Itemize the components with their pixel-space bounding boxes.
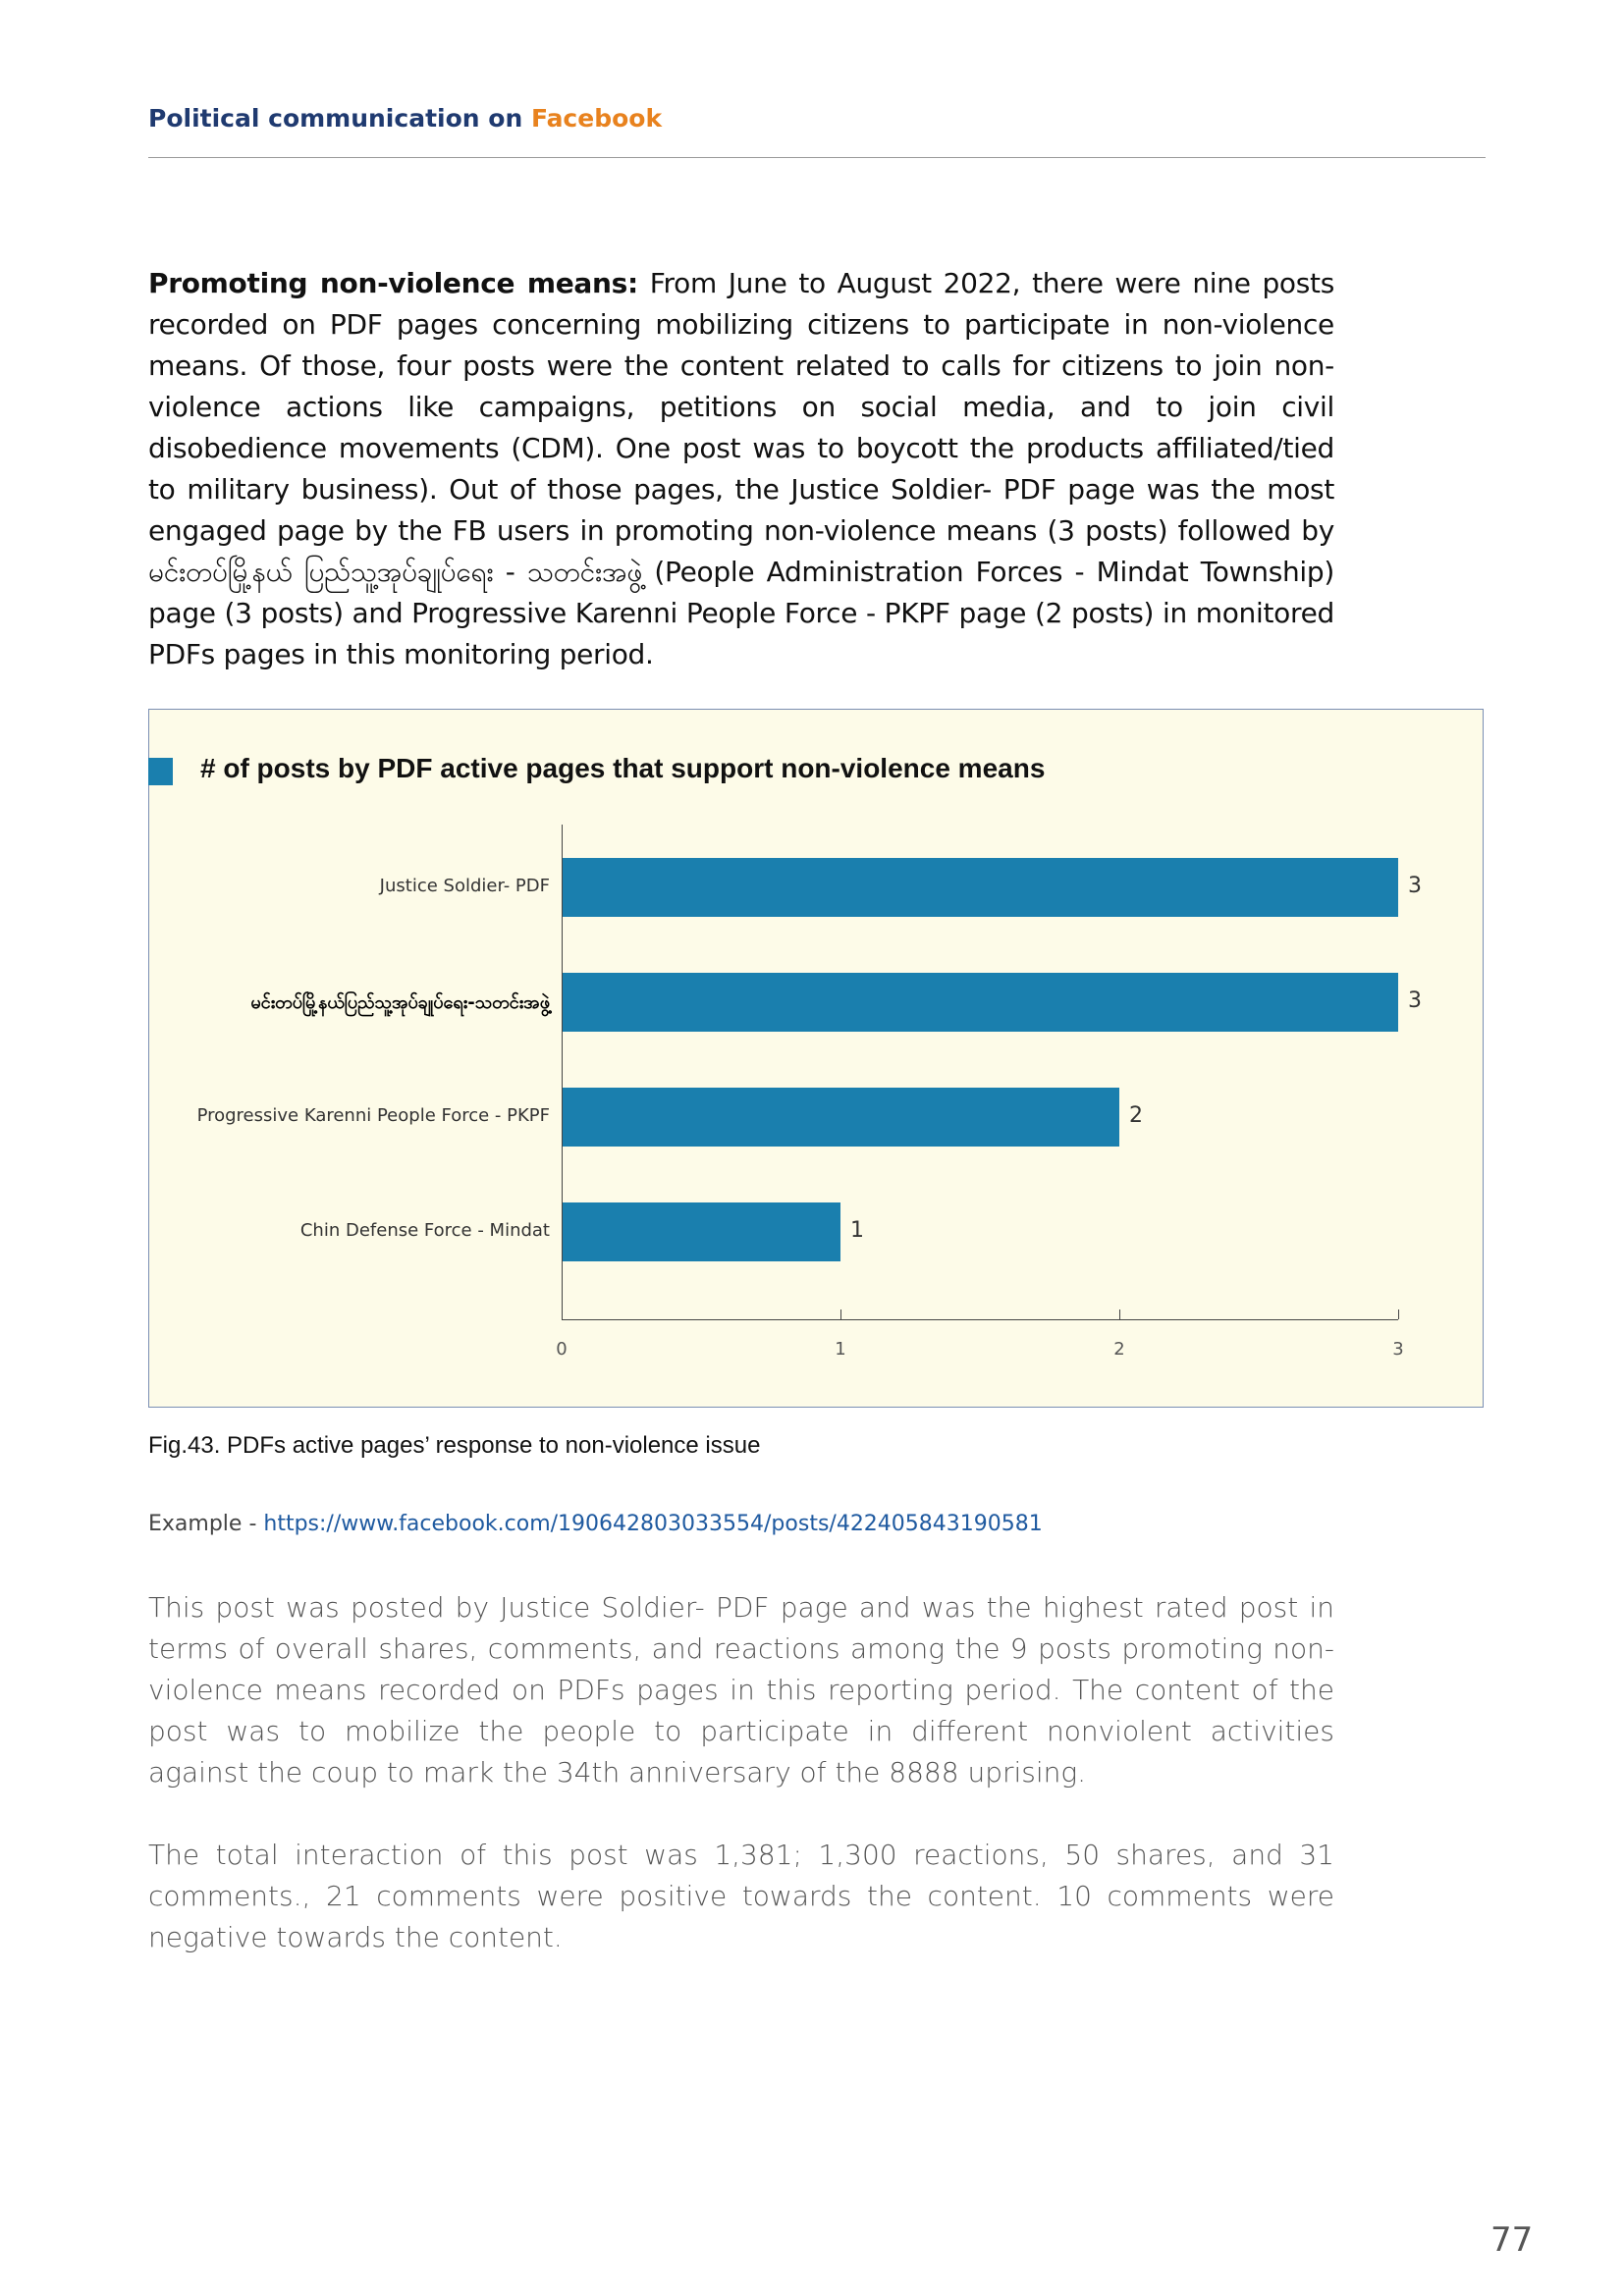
chart-x-axis <box>562 1319 1398 1320</box>
page-number: 77 <box>1490 2220 1534 2260</box>
category-label: မင်းတပ်မြို့နယ်ပြည်သူ့အုပ်ချုပ်ရေး-သတင်းအဖွဲ့ <box>250 992 550 1013</box>
category-label: Chin Defense Force - Mindat <box>299 1220 550 1241</box>
x-axis-tick <box>1398 1309 1399 1319</box>
chart-panel <box>148 709 1484 1408</box>
bar <box>562 973 1398 1032</box>
header-title: Political communication on <box>148 104 531 133</box>
running-header <box>148 104 662 133</box>
body-paragraph-1: This post was posted by Justice Soldier- PDF page and was the highest rated post in terms of overall shares, comments, and reactions among the 9 posts promoting non-violence means recorded on PDFs pages in this reporting period. The content of the post was to mobilize the people to participate in different nonviolent activities against the coup to mark the 34th anniversary of the 8888 uprising. <box>148 1591 1334 1789</box>
bar <box>562 858 1398 917</box>
chart-title-marker <box>148 758 173 785</box>
body-paragraph-2: The total interaction of this post was 1,381; 1,300 reactions, 50 shares, and 31 comments., 21 comments were positive towards the content. 10 comments were negative towards the content. <box>148 1839 1334 1953</box>
example-line <box>148 1512 1043 1536</box>
header-facebook: Facebook <box>530 104 663 133</box>
chart-y-axis <box>562 825 563 1319</box>
category-label: Justice Soldier- PDF <box>379 876 550 896</box>
bar <box>562 1088 1119 1147</box>
intro-text: From June to August 2022, there were nine posts recorded on PDF pages concerning mobilizing citizens to participate in non-violence means. Of those, four posts were the content related to calls for citizens to join non-violence actions like campaigns, petitions on social media, and to join civil disobedience movements (CDM). One post was to boycott the products affiliated/tied to military business). Out of those pages, the Justice Soldier- PDF page was the most engaged page by the FB users in promoting non-violence means (3 posts) followed by မင်းတပ်မြို့နယ် ပြည်သူ့အုပ်ချုပ်ရေး - သတင်းအဖွဲ့ (People Administration Forces - Mindat Township) page (3 posts) and Progressive Karenni People Force - PKPF page (2 posts) in monitored PDFs pages in this monitoring period. <box>148 267 1335 670</box>
x-axis-tick <box>1119 1309 1120 1319</box>
category-label: Progressive Karenni People Force - PKPF <box>196 1105 550 1126</box>
bar <box>562 1202 840 1261</box>
bar-value-label: 1 <box>850 1218 864 1243</box>
intro-lead: Promoting non-violence means: <box>148 267 638 299</box>
x-axis-tick <box>840 1309 841 1319</box>
example-link[interactable]: https://www.facebook.com/190642803033554/posts/422405843190581 <box>263 1512 1043 1536</box>
bar-value-label: 2 <box>1129 1103 1143 1128</box>
x-tick-label: 3 <box>1392 1339 1404 1360</box>
intro-paragraph <box>148 263 1334 675</box>
example-label: Example - <box>148 1512 264 1536</box>
bar-value-label: 3 <box>1408 874 1422 898</box>
bar-value-label: 3 <box>1408 988 1422 1013</box>
header-divider <box>148 157 1486 158</box>
x-tick-label: 1 <box>835 1339 846 1360</box>
chart-title: # of posts by PDF active pages that support non-violence means <box>200 753 1046 783</box>
x-tick-label: 2 <box>1113 1339 1125 1360</box>
x-tick-label: 0 <box>556 1339 568 1360</box>
figure-caption: Fig.43. PDFs active pages’ response to non-violence issue <box>148 1432 761 1459</box>
